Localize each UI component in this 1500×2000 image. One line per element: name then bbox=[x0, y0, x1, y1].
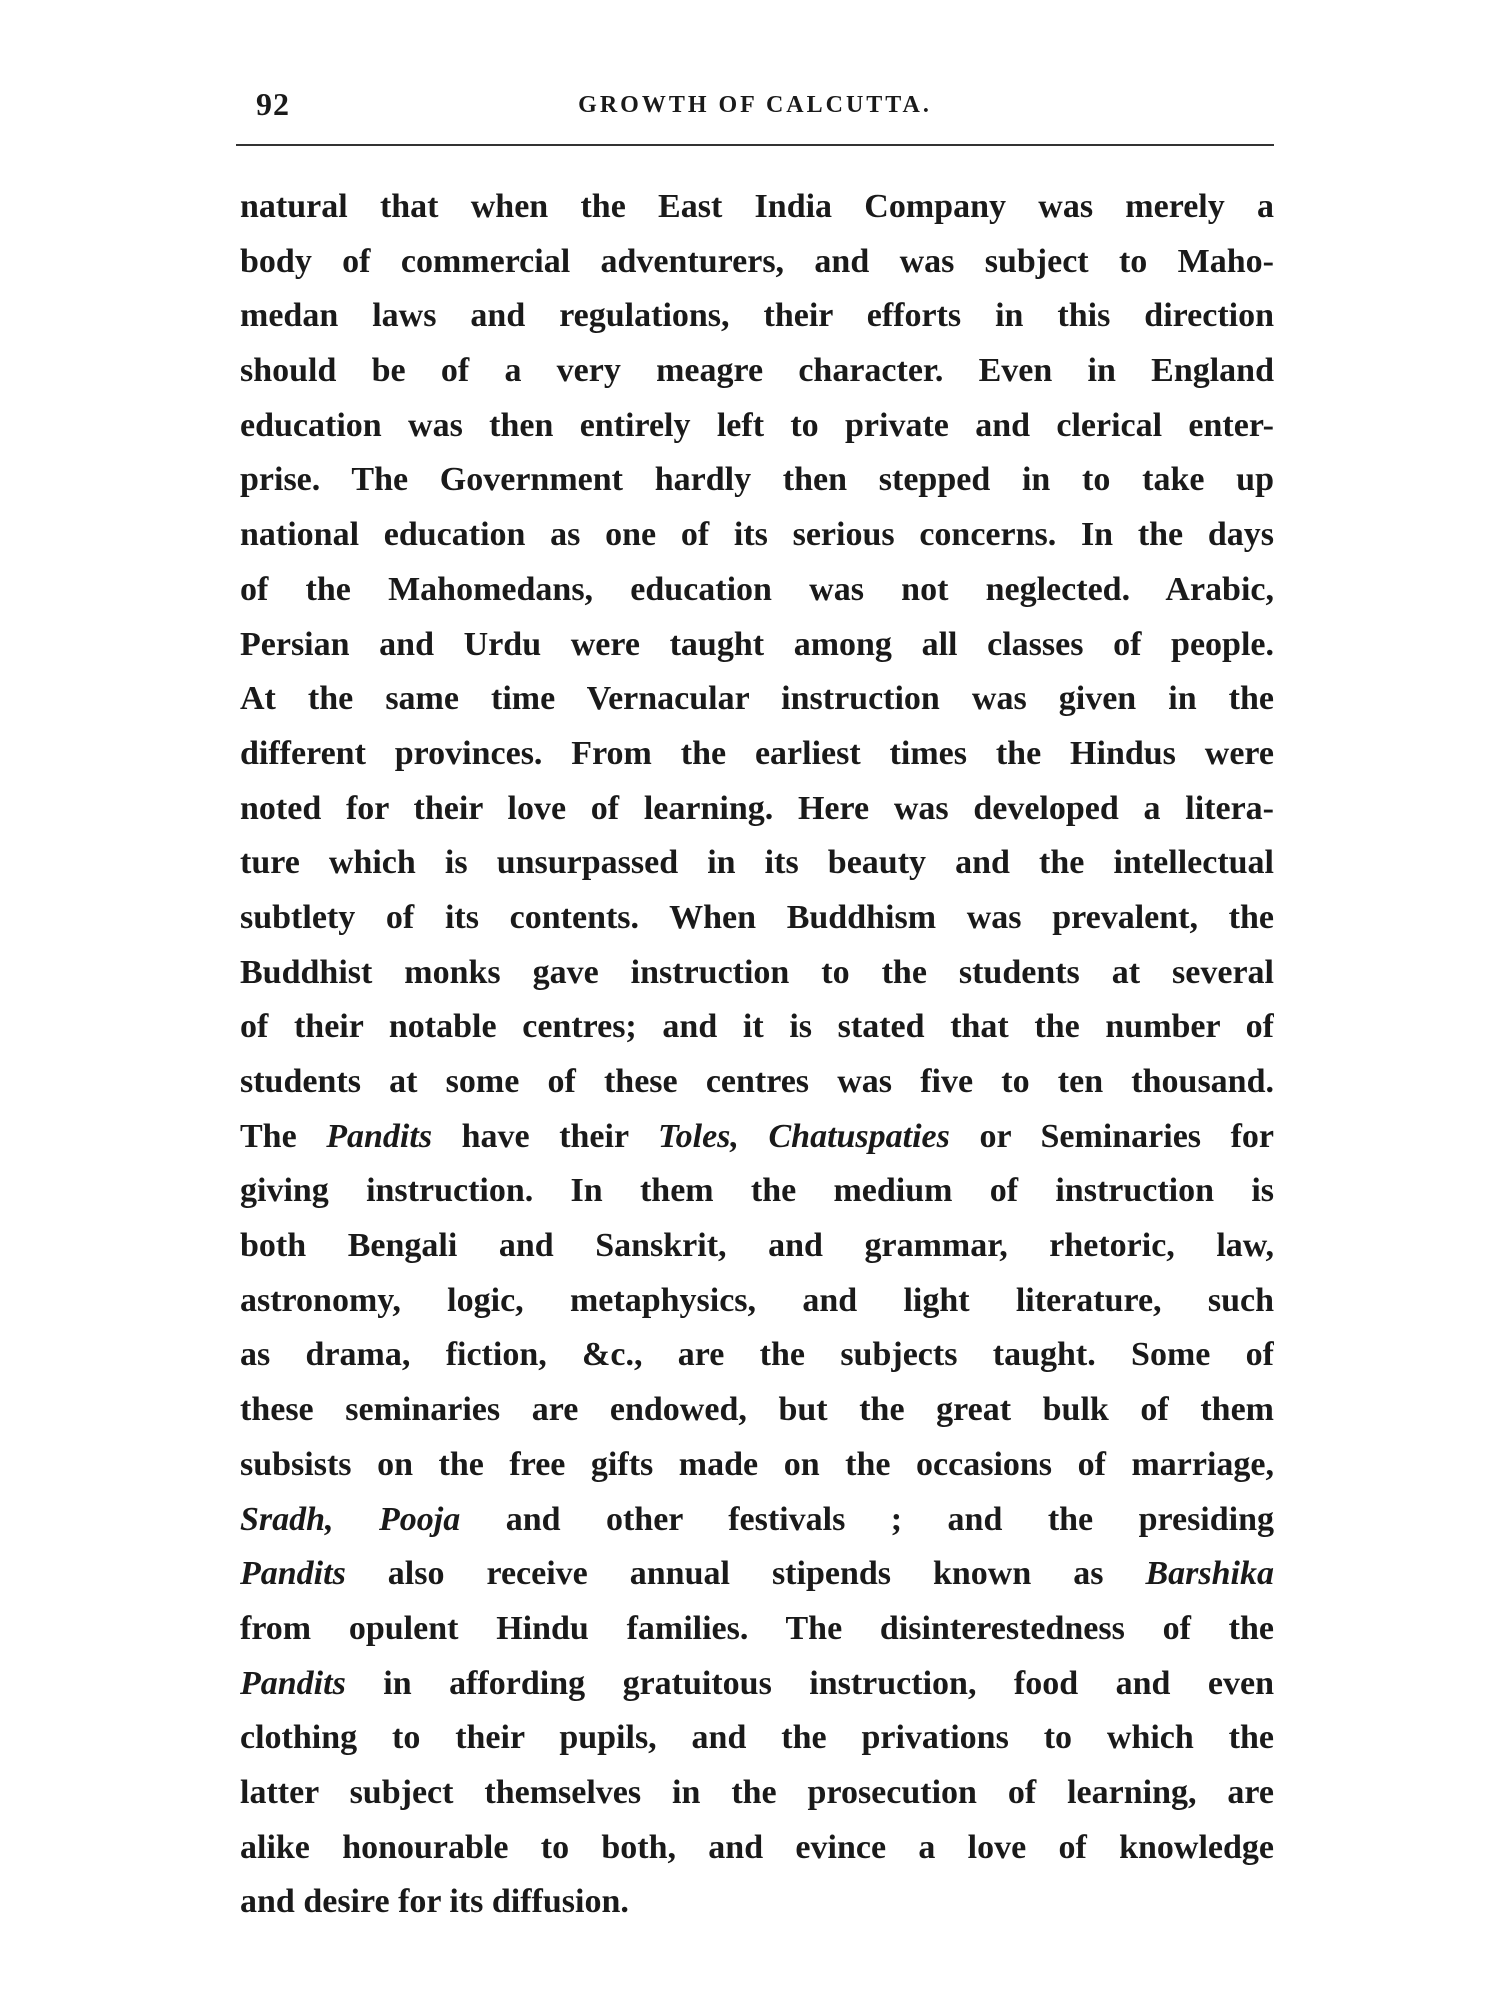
text-line: of their notable centres; and it is stated that the number of bbox=[240, 1008, 1274, 1046]
body-text bbox=[240, 180, 1274, 1930]
text-line: of the Mahomedans, education was not neglected. Arabic, bbox=[240, 570, 1274, 608]
text-line: medan laws and regulations, their efforts in this direction bbox=[240, 297, 1274, 335]
text-line: both Bengali and Sanskrit, and grammar, rhetoric, law, bbox=[240, 1227, 1274, 1265]
text-line: ture which is unsurpassed in its beauty and the intellectual bbox=[240, 844, 1274, 882]
italic-term: Pandits bbox=[240, 1664, 346, 1702]
text-run: or Seminaries for bbox=[949, 1117, 1274, 1155]
text-line: clothing to their pupils, and the privations to which the bbox=[240, 1719, 1274, 1757]
text-line-last: and desire for its diffusion. bbox=[240, 1883, 629, 1921]
text-line: national education as one of its serious concerns. In the days bbox=[240, 516, 1274, 554]
header-rule bbox=[236, 144, 1274, 146]
italic-term: Pandits bbox=[240, 1555, 346, 1593]
text-line: At the same time Vernacular instruction was given in the bbox=[240, 680, 1274, 718]
text-run: have their bbox=[432, 1117, 658, 1155]
running-title: GROWTH OF CALCUTTA. bbox=[578, 92, 932, 118]
text-run: in affording gratuitous instruction, food and even bbox=[345, 1664, 1274, 1702]
text-line: students at some of these centres was five to ten thousand. bbox=[240, 1063, 1274, 1100]
text-line-mixed bbox=[240, 1547, 1274, 1602]
italic-term: Sradh, Pooja bbox=[240, 1500, 461, 1538]
text-line: should be of a very meagre character. Even in England bbox=[240, 352, 1274, 390]
text-run: The bbox=[240, 1117, 327, 1155]
text-line: as drama, fiction, &c., are the subjects taught. Some of bbox=[240, 1336, 1274, 1374]
text-line: natural that when the East India Company was merely a bbox=[240, 188, 1274, 225]
text-line: prise. The Government hardly then stepped in to take up bbox=[240, 461, 1274, 499]
text-line: Persian and Urdu were taught among all classes of people. bbox=[240, 625, 1274, 663]
text-line: alike honourable to both, and evince a love of knowledge bbox=[240, 1828, 1274, 1866]
italic-term: Barshika bbox=[1145, 1555, 1274, 1593]
page-number: 92 bbox=[256, 86, 290, 122]
text-line: noted for their love of learning. Here was developed a litera- bbox=[240, 789, 1274, 827]
text-line: education was then entirely left to private and clerical enter- bbox=[240, 406, 1274, 444]
text-line-mixed bbox=[240, 1493, 1274, 1548]
text-line-mixed bbox=[240, 1110, 1274, 1165]
text-line: subsists on the free gifts made on the occasions of marriage, bbox=[240, 1445, 1274, 1483]
text-line: different provinces. From the earliest times the Hindus were bbox=[240, 734, 1274, 772]
text-line: from opulent Hindu families. The disinterestedness of the bbox=[240, 1609, 1274, 1647]
text-run: also receive annual stipends known as bbox=[345, 1555, 1146, 1593]
running-head bbox=[236, 82, 1274, 132]
text-line-mixed bbox=[240, 1657, 1274, 1712]
text-line: astronomy, logic, metaphysics, and light literature, such bbox=[240, 1281, 1274, 1319]
text-line: latter subject themselves in the prosecution of learning, are bbox=[240, 1773, 1274, 1811]
text-run: and other festivals ; and the presiding bbox=[460, 1500, 1274, 1538]
text-line: body of commercial adventurers, and was subject to Maho- bbox=[240, 242, 1274, 280]
text-line: Buddhist monks gave instruction to the students at several bbox=[240, 953, 1274, 991]
text-line: these seminaries are endowed, but the great bulk of them bbox=[240, 1391, 1274, 1429]
text-line: giving instruction. In them the medium of instruction is bbox=[240, 1172, 1274, 1210]
text-line: subtlety of its contents. When Buddhism was prevalent, the bbox=[240, 898, 1274, 936]
italic-term: Toles, Chatuspaties bbox=[658, 1117, 950, 1155]
italic-term: Pandits bbox=[326, 1117, 433, 1155]
